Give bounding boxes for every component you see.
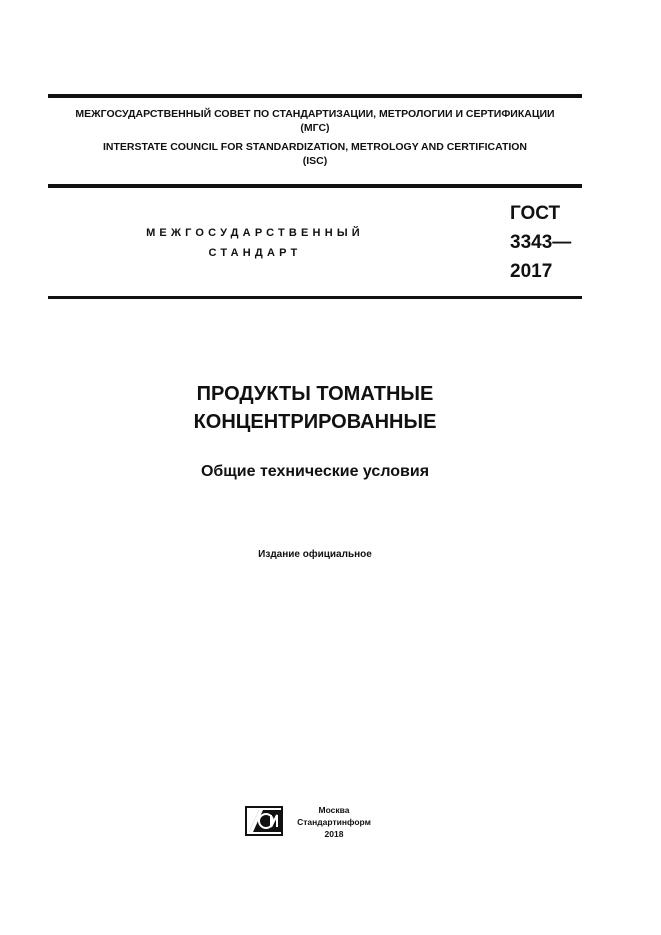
council-abbr-en: (ISC)	[302, 155, 328, 167]
bottom-rule	[48, 296, 582, 299]
gost-year: 2017	[510, 261, 553, 282]
document-title-line2: КОНЦЕНТРИРОВАННЫЕ	[193, 411, 437, 433]
gost-number: 3343—	[510, 232, 572, 253]
council-name-en: INTERSTATE COUNCIL FOR STANDARDIZATION, METROLOGY AND CERTIFICATION	[102, 141, 528, 153]
publication-year: 2018	[324, 829, 344, 839]
council-name-ru: МЕЖГОСУДАРСТВЕННЫЙ СОВЕТ ПО СТАНДАРТИЗАЦИИ, МЕТРОЛОГИИ И СЕРТИФИКАЦИИ	[75, 108, 555, 120]
edition-note: Издание официальное	[258, 549, 372, 560]
standard-type-line1: МЕЖГОСУДАРСТВЕННЫЙ	[146, 227, 364, 239]
document-title-line1: ПРОДУКТЫ ТОМАТНЫЕ	[196, 383, 434, 405]
publisher-name: Стандартинформ	[297, 817, 371, 827]
top-rule	[48, 94, 582, 98]
document-subtitle: Общие технические условия	[200, 463, 430, 480]
middle-rule	[48, 184, 582, 188]
council-abbr-ru: (МГС)	[300, 122, 330, 134]
standartinform-logo-icon	[245, 806, 283, 836]
standard-type-line2: СТАНДАРТ	[208, 247, 302, 259]
publisher-city: Москва	[318, 805, 350, 815]
gost-label: ГОСТ	[510, 203, 561, 224]
